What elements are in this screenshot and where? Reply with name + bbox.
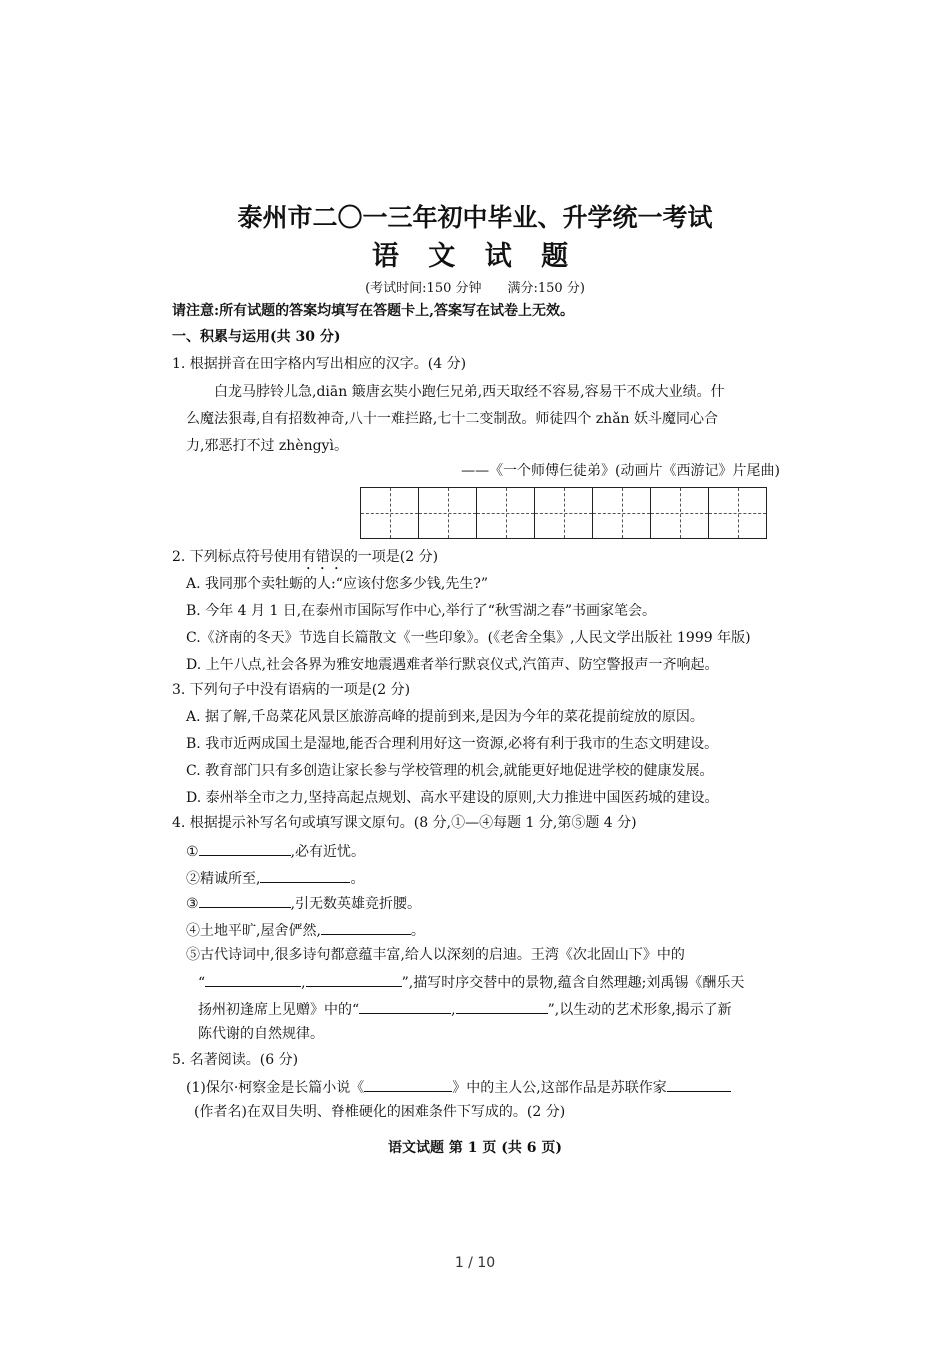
exam-time: (考试时间:150 分钟 [365, 281, 482, 296]
answer-blank[interactable] [306, 972, 402, 987]
grid-cell[interactable] [709, 487, 767, 539]
q2-option-d: D. 上午八点,社会各界为雅安地震遇难者举行默哀仪式,汽笛声、防空警报声一齐响起。 [186, 657, 719, 673]
grid-cell[interactable] [419, 487, 477, 539]
answer-blank[interactable] [199, 841, 291, 856]
q2-stem-emphasis: 有错误 [301, 549, 344, 565]
answer-blank[interactable] [321, 920, 411, 935]
answer-blank[interactable] [205, 972, 301, 987]
full-score: 满分:150 分) [507, 281, 585, 296]
q4-item-4: ④土地平旷,屋舍俨然, 。 [186, 920, 425, 940]
exam-subtitle: 语 文 试 题 [371, 241, 579, 272]
q4-stem: 4. 根据提示补写名句或填写课文原句。(8 分,①—④每题 1 分,第⑤题 4 分) [172, 815, 637, 831]
q4-item-5-line-2: “ , ”,描写时序交替中的景物,蕴含自然理趣;刘禹锡《酬乐天 [198, 972, 744, 992]
q2-stem-before: 2. 下列标点符号使用 [172, 549, 302, 565]
q1-passage-line-1: 白龙马脖铃儿急,diān 簸唐玄奘小跑仨兄弟,西天取经不容易,容易干不成大业绩。什 [214, 384, 725, 400]
q5-sub-1-line-2: (作者名)在双目失明、脊椎硬化的困难条件下写成的。(2 分) [194, 1104, 566, 1120]
q1-passage-line-3: 力,邪恶打不过 zhèngyì。 [186, 438, 348, 454]
grid-cell[interactable] [535, 487, 593, 539]
q4-item-1: ① ,必有近忧。 [186, 841, 365, 861]
q3-option-d: D. 泰州举全市之力,坚持高起点规划、高水平建设的原则,大力推进中国医药城的建设。 [186, 790, 719, 806]
q4-item-5-line-1: ⑤古代诗词中,很多诗句都意蕴丰富,给人以深刻的启迪。王湾《次北固山下》中的 [186, 947, 685, 963]
q5-sub-1-line-1: (1)保尔·柯察金是长篇小说《 》中的主人公,这部作品是苏联作家 [186, 1077, 731, 1097]
q2-stem [172, 548, 438, 573]
q4-item-3: ③ ,引无数英雄竞折腰。 [186, 893, 421, 913]
answer-blank[interactable] [364, 1077, 452, 1092]
q4-item-5-line-3: 扬州初逢席上见赠》中的“ , ”,以生动的艺术形象,揭示了新 [198, 999, 732, 1019]
answer-blank[interactable] [260, 868, 350, 883]
exam-title: 泰州市二〇一三年初中毕业、升学统一考试 [237, 203, 713, 232]
q4-item-2: ②精诚所至, 。 [186, 868, 364, 888]
answer-blank[interactable] [359, 999, 451, 1014]
grid-cell[interactable] [361, 487, 419, 539]
q3-option-a: A. 据了解,千岛菜花风景区旅游高峰的提前到来,是因为今年的菜花提前绽放的原因。 [186, 709, 704, 725]
answer-blank[interactable] [667, 1077, 731, 1092]
notice: 请注意:所有试题的答案均填写在答题卡上,答案写在试卷上无效。 [172, 303, 575, 319]
answer-blank[interactable] [456, 999, 548, 1014]
q2-option-a: A. 我同那个卖牡蛎的人:“应该付您多少钱,先生?” [186, 576, 488, 592]
exam-info [0, 277, 950, 296]
q2-option-c: C.《济南的冬天》节选自长篇散文《一些印象》。(《老舍全集》,人民文学出版社 1999 年版) [186, 630, 751, 646]
q4-item-5-line-4: 陈代谢的自然规律。 [198, 1026, 324, 1042]
q2-option-b: B. 今年 4 月 1 日,在泰州市国际写作中心,举行了“秋雪湖之春”书画家笔会。 [186, 603, 657, 619]
grid-cell[interactable] [593, 487, 651, 539]
q3-option-c: C. 教育部门只有多创造让家长参与学校管理的机会,就能更好地促进学校的健康发展。 [186, 763, 714, 779]
page-indicator: 1 / 10 [454, 1255, 496, 1271]
q1-passage-line-2: 么魔法狠毒,自有招数神奇,八十一难拦路,七十二变制敌。师徒四个 zhǎn 妖斗魔同心合 [186, 411, 719, 427]
grid-cell[interactable] [477, 487, 535, 539]
q2-stem-after: 的一项是(2 分) [343, 549, 439, 565]
q3-stem: 3. 下列句子中没有语病的一项是(2 分) [172, 682, 411, 698]
page-footer: 语文试题 第 1 页 (共 6 页) [388, 1140, 562, 1156]
q1-source: ——《一个师傅仨徒弟》(动画片《西游记》片尾曲) [461, 463, 780, 479]
grid-cell[interactable] [651, 487, 709, 539]
tianzige-grid[interactable] [360, 487, 767, 539]
q5-stem: 5. 名著阅读。(6 分) [172, 1052, 299, 1068]
q1-stem: 1. 根据拼音在田字格内写出相应的汉字。(4 分) [172, 356, 467, 372]
q3-option-b: B. 我市近两成国土是湿地,能否合理利用好这一资源,必将有利于我市的生态文明建设。 [186, 736, 719, 752]
section-1-title: 一、积累与运用(共 30 分) [172, 329, 341, 345]
answer-blank[interactable] [199, 893, 291, 908]
